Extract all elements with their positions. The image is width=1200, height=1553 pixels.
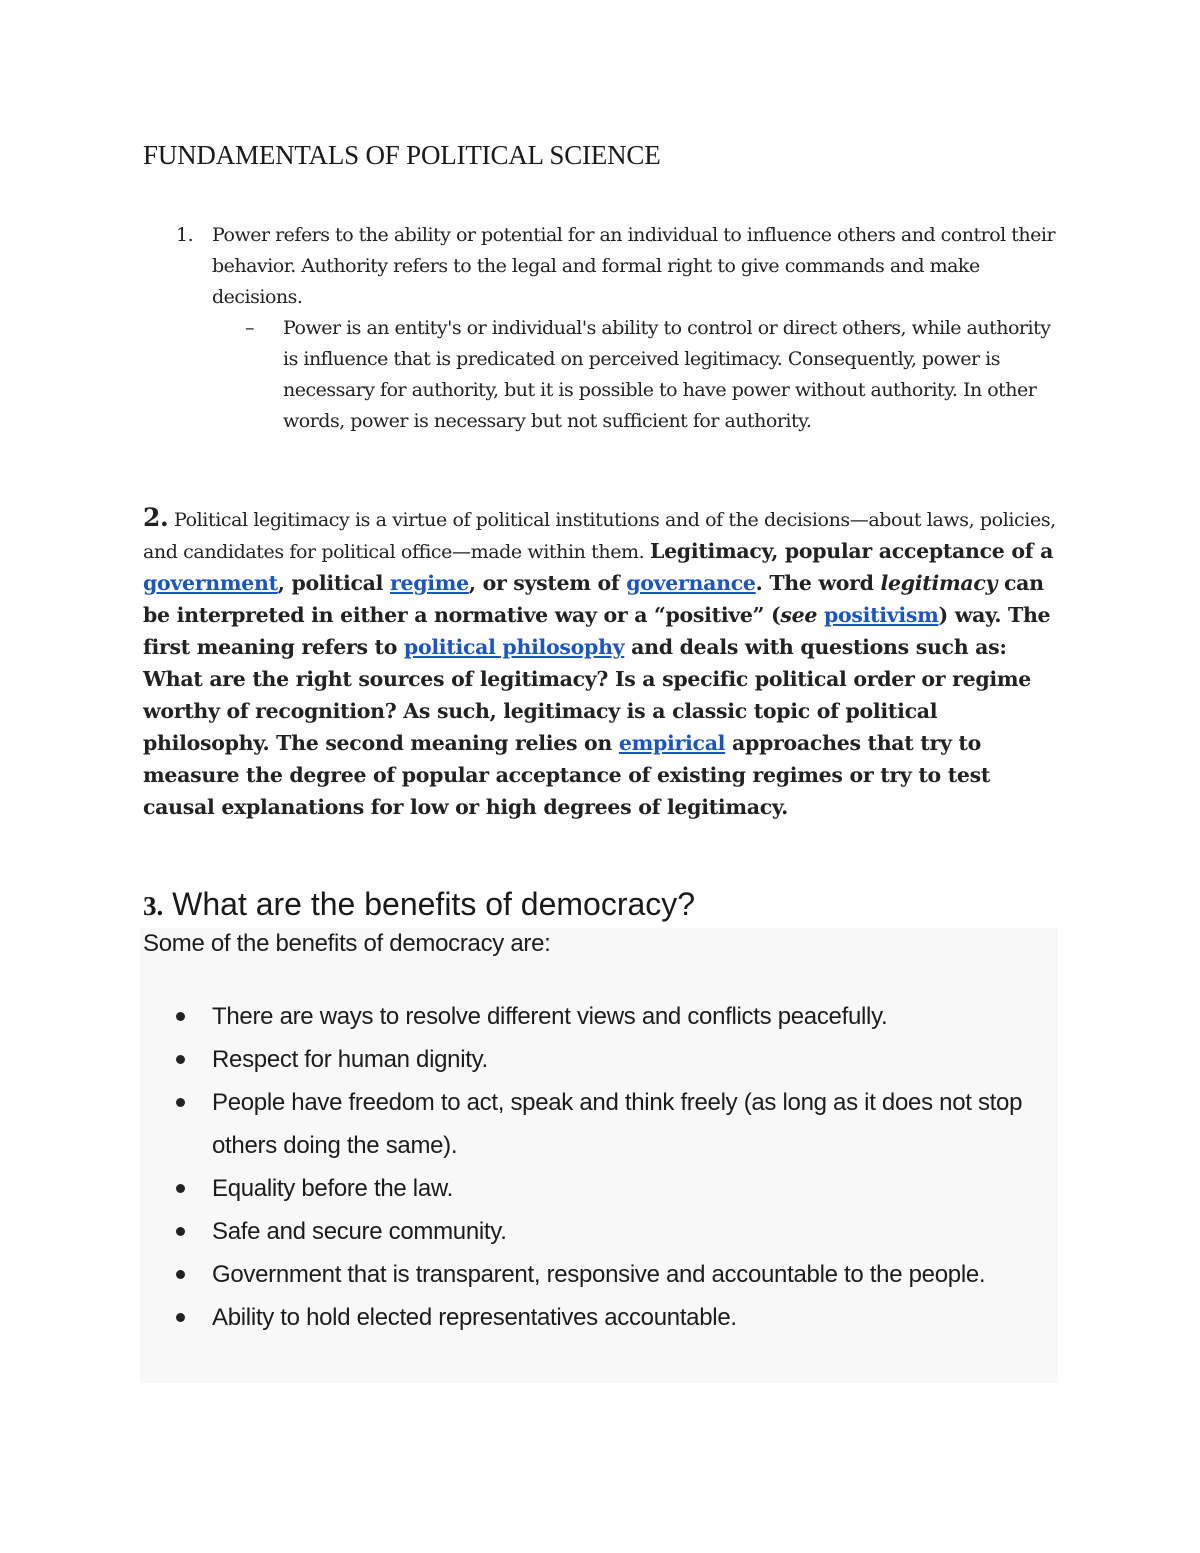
section-2 [143,502,1063,824]
italic-term-see: see [780,603,818,627]
bullet-icon [176,1313,185,1322]
section-3-number: 3. [143,891,164,921]
list-item [0,995,1062,1038]
list-item-text: Respect for human dignity. [212,1046,488,1073]
list-item [0,1253,1062,1296]
benefits-list [0,995,1100,1339]
section-2-number: 2. [143,503,169,532]
list-item-text: Safe and secure community. [212,1218,507,1245]
section-3-intro: Some of the benefits of democracy are: [143,930,551,957]
bullet-icon [176,1098,185,1107]
bullet-icon [176,1227,185,1236]
list-item [0,1210,1062,1253]
section-1-number: 1. [176,224,194,246]
text-run: Legitimacy, popular acceptance of a [649,539,1054,563]
link-political-philosophy[interactable]: political philosophy [403,635,625,659]
list-item-text: Government that is transparent, responsive and accountable to the people. [212,1261,986,1288]
section-1-subpoint [245,313,1056,437]
link-regime[interactable]: regime [389,571,469,595]
list-item [0,1296,1062,1339]
text-run: , or system of [468,571,627,595]
text-run: and deals with questions such as: What are the right sources of legitimacy? Is a specific political order or regime worthy of recognition? As such, legitimacy is a classic topic of political philosophy. The second meaning relies on [143,635,1031,755]
text-run: approaches that try to measure the degree of popular acceptance of existing regimes or try to test causal explanations for low or high degrees of legitimacy. [143,731,991,819]
bullet-icon [176,1184,185,1193]
section-1-text: Power refers to the ability or potential for an individual to influence others and control their behavior. Authority refers to the legal and formal right to give commands and make decisions. [212,224,1056,308]
section-1-subpoint-text: Power is an entity's or individual's ability to control or direct others, while authority is influence that is predicated on perceived legitimacy. Consequently, power is necessary for authority, but it is possible to have power without authority. In other words, power is necessary but not sufficient for authority. [283,317,1051,432]
list-item [0,1081,1062,1167]
list-item-text: There are ways to resolve different views and conflicts peacefully. [212,1003,888,1030]
text-run: , political [277,571,390,595]
list-item-text: Equality before the law. [212,1175,453,1202]
list-item [0,1038,1062,1081]
section-3-heading-text: What are the benefits of democracy? [163,886,696,922]
italic-term-legitimacy: legitimacy [880,571,998,595]
bullet-icon [176,1012,185,1021]
section-1 [176,220,1056,437]
text-run [817,603,824,627]
section-2-intro: Political legitimacy is a virtue of political institutions and of the decisions—about laws, policies, and candidates for political office—made within them. [143,509,1056,563]
link-governance[interactable]: governance [626,571,756,595]
bullet-icon [176,1270,185,1279]
text-run: . The word [755,571,881,595]
list-item-text: People have freedom to act, speak and think freely (as long as it does not stop others doing the same). [212,1089,1023,1159]
document-title: FUNDAMENTALS OF POLITICAL SCIENCE [143,140,661,170]
link-positivism[interactable]: positivism [823,603,939,627]
text-run: can be interpreted in either a normative way or a “positive” ( [143,571,1044,627]
section-2-bold-paragraph [143,539,1053,819]
bullet-icon [176,1055,185,1064]
section-3-heading [143,886,695,923]
text-run: ) way. The first meaning refers to [143,603,1051,659]
dash-bullet: – [245,317,254,339]
link-government[interactable]: government [143,571,278,595]
list-item-text: Ability to hold elected representatives accountable. [212,1304,737,1331]
list-item [0,1167,1062,1210]
link-empirical[interactable]: empirical [618,731,726,755]
